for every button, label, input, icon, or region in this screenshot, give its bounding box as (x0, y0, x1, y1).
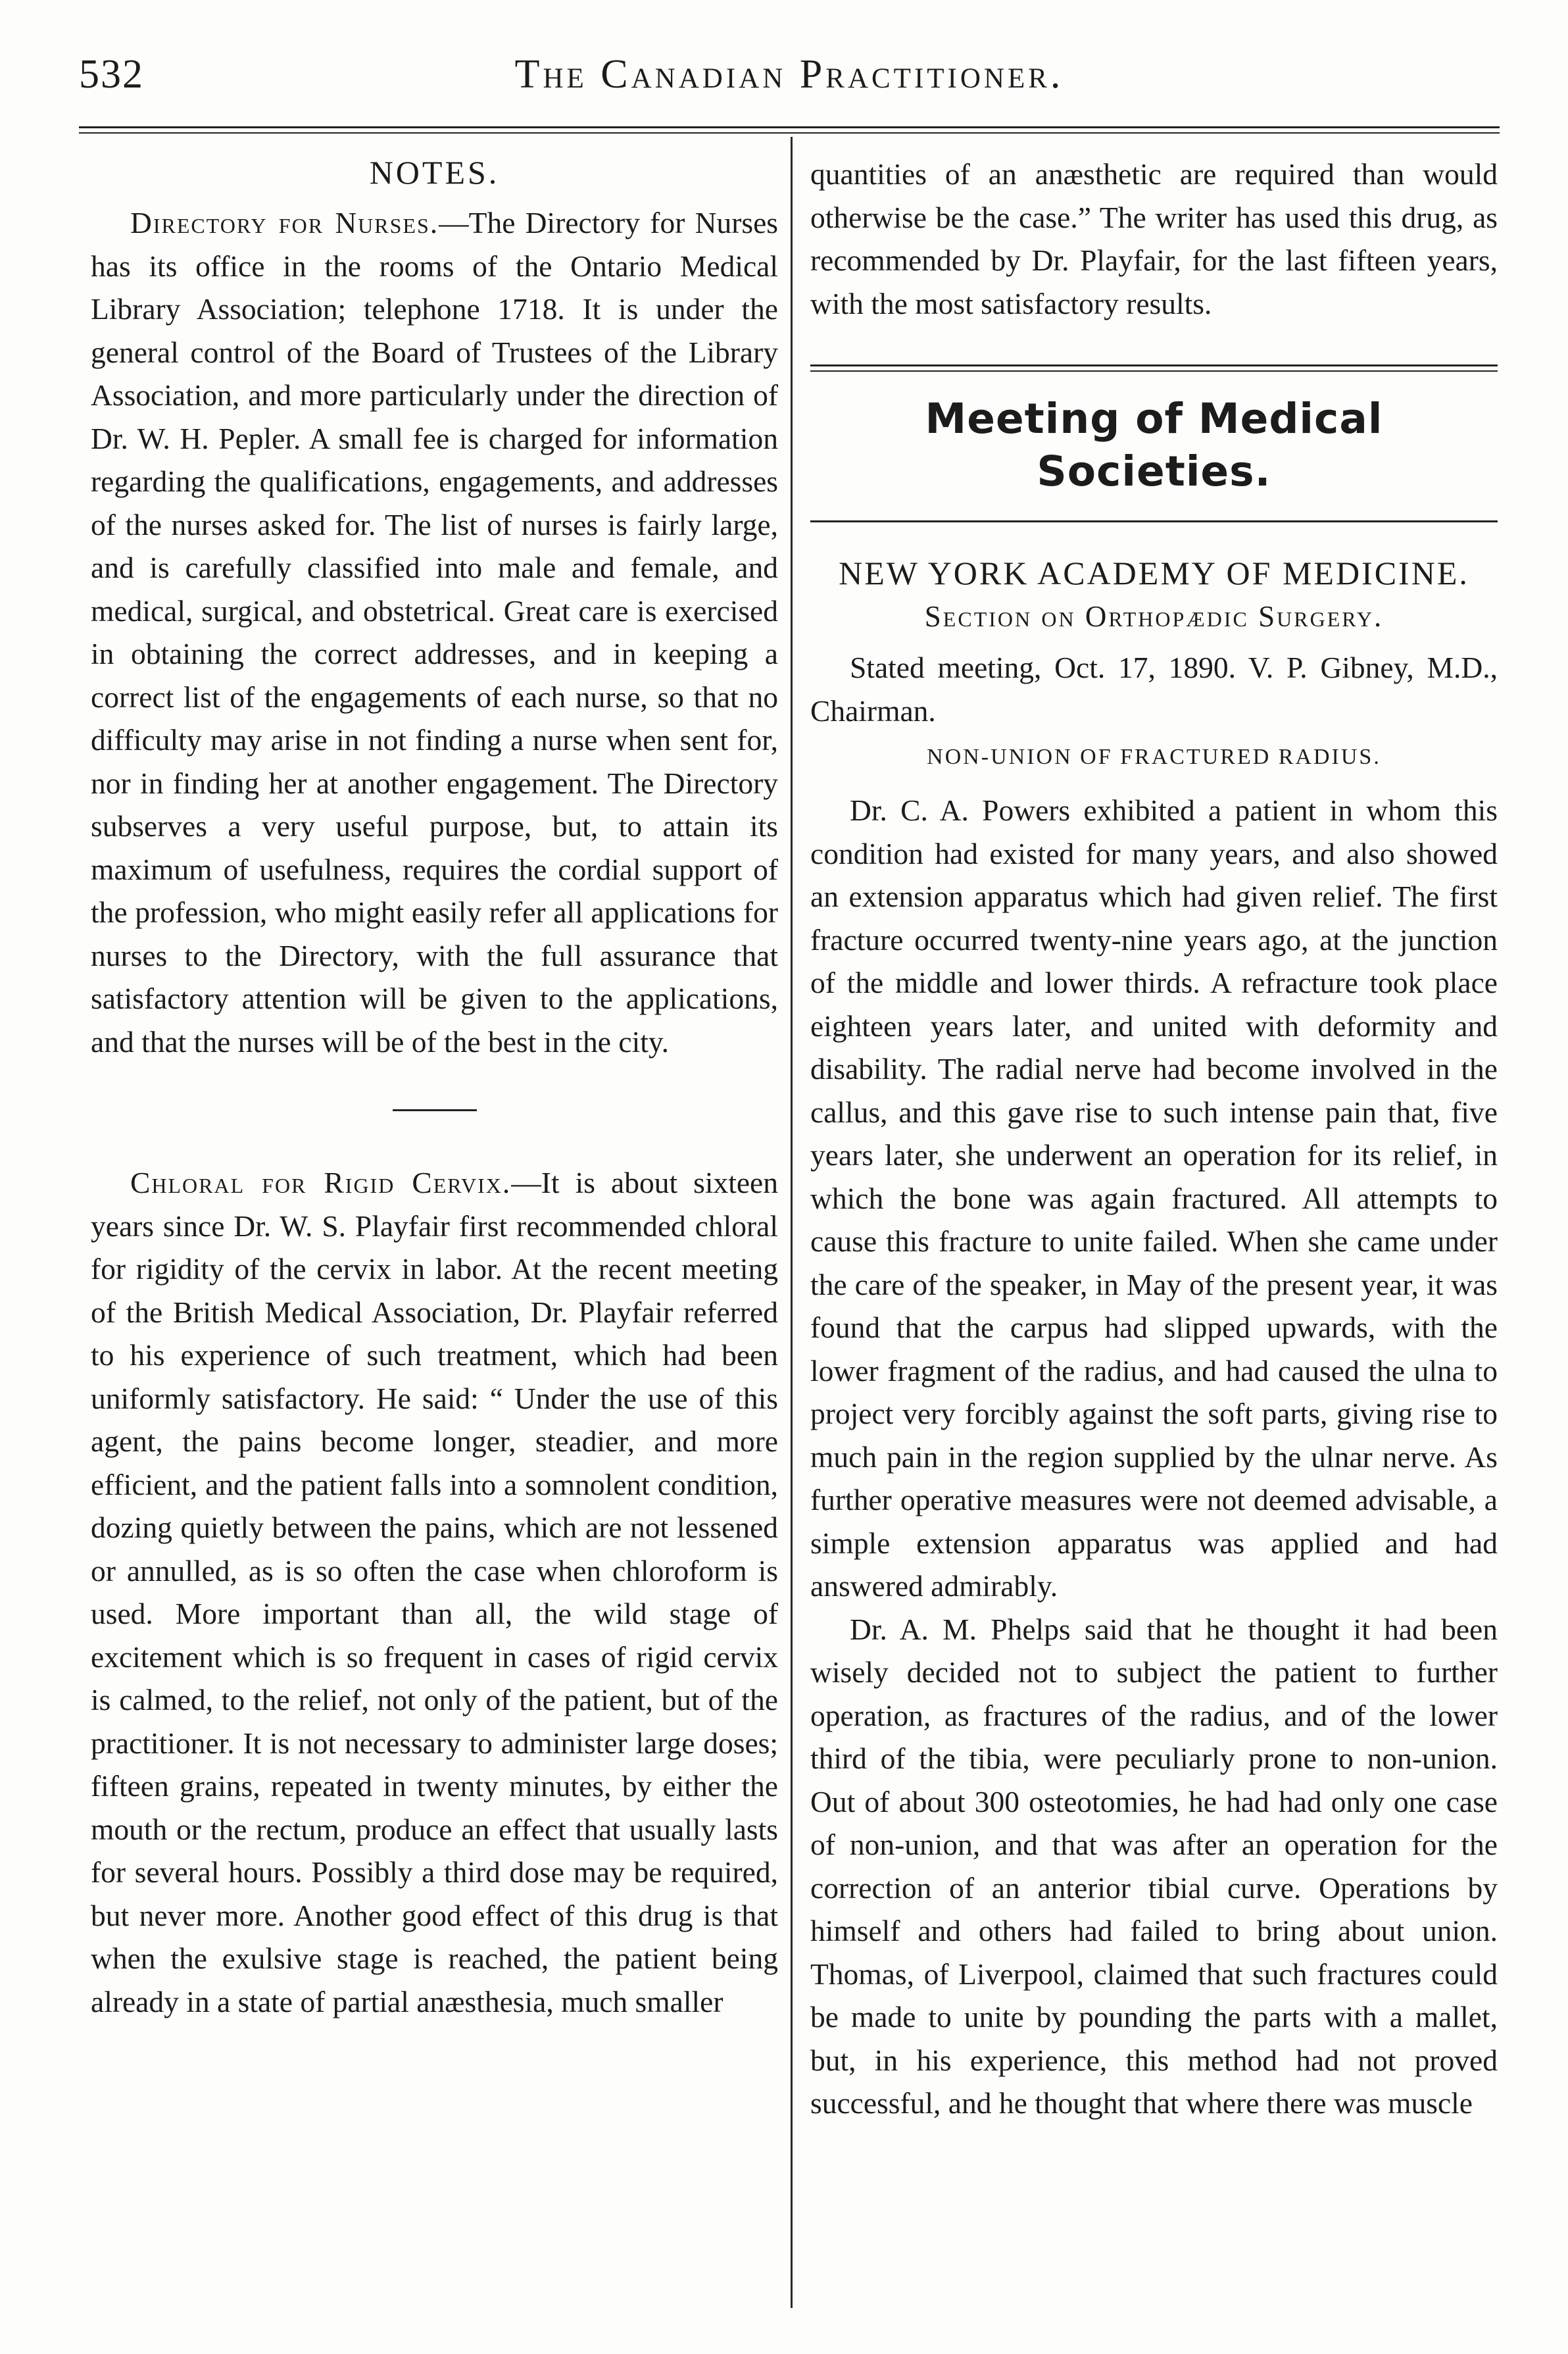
article-body: —The Directory for Nurses has its office in the rooms of the Ontario Medical Library Association; telephone 1718. It is under the general control of the Board of Trustees of the Library Association, and more particularly under the direction of Dr. W. H. Pepler. A small fee is charged for information regarding the qualifications, engagements, and addresses of the nurses asked for. The list of nurses is fairly large, and is carefully classified into male and female, and medical, surgical, and obstetrical. Great care is exercised in obtaining the correct addresses, and in keeping a correct list of the engagements of each nurse, so that no difficulty may arise in not finding a nurse when sent for, nor in finding her at another engagement. The Directory subserves a very useful purpose, but, to attain its maximum of usefulness, requires the cordial support of the profession, who might easily refer all applications for nurses to the Directory, with the full assurance that satisfactory attention will be given to the applications, and that the nurses will be of the best in the city. (91, 206, 778, 1059)
article-lead: Directory for Nurses. (130, 206, 439, 239)
paragraph-phelps: Dr. A. M. Phelps said that he thought it had been wisely decided not to subject the patient to further operation, as fractures of the radius, and of the lower third of the tibia, were peculiarly prone to non-union. Out of about 300 osteotomies, he had had only one case of non-union, and that was after an operation for the correction of an anterior tibial curve. Operations by himself and others had failed to bring about union. Thomas, of Liverpool, claimed that such fractures could be made to unite by pounding the parts with a mallet, but, in his experience, this method had not proved successful, and he thought that where there was muscle (810, 1612, 1498, 2120)
article-directory-for-nurses (91, 201, 778, 1063)
section-title: Meeting of Medical Societies. (925, 395, 1383, 495)
article-chloral-for-rigid-cervix (91, 1161, 778, 2023)
meeting-line: Stated meeting, Oct. 17, 1890. V. P. Gibney, M.D., Chairman. (810, 651, 1498, 728)
article-separator (393, 1109, 477, 1111)
notes-heading: NOTES. (369, 154, 500, 191)
right-column (810, 153, 1498, 2125)
case-subheading: NON-UNION OF FRACTURED RADIUS. (927, 745, 1381, 769)
left-column (91, 153, 778, 2023)
running-title: The Canadian Practitioner. (514, 52, 1064, 97)
page-number: 532 (79, 52, 144, 97)
society-section: Section on Orthopædic Surgery. (924, 600, 1384, 633)
continued-text: quantities of an anæsthetic are required than would otherwise be the case.” The writer has used this drug, as recommended by Dr. Playfair, for the last fifteen years, with the most satisfactory results. (810, 157, 1498, 320)
paragraph-powers: Dr. C. A. Powers exhibited a patient in whom this condition had existed for many years, and also showed an extension apparatus which had given relief. The first fracture occurred twenty-nine years ago, at the junction of the middle and lower thirds. A refracture took place eighteen years later, and united with deformity and disability. The radial nerve had become involved in the callus, and this gave rise to such intense pain that, five years later, she underwent an operation for its relief, in which the bone was again fractured. All attempts to cause this fracture to unite failed. When she came under the care of the speaker, in May of the present year, it was found that the carpus had slipped upwards, with the lower fragment of the radius, and had caused the ulna to project very forcibly against the soft parts, giving rise to much pain in the region supplied by the ulnar nerve. As further operative measures were not deemed advisable, a simple extension apparatus was applied and had answered admirably. (810, 793, 1498, 1603)
column-divider (791, 137, 793, 2308)
article-body: —It is about sixteen years since Dr. W. S. Playfair first recommended chloral for rigidity of the cervix in labor. At the recent meeting of the British Medical Association, Dr. Playfair referred to his experience of such treatment, which had been uniformly satisfactory. He said: “ Under the use of this agent, the pains become longer, steadier, and more efficient, and the patient falls into a somnolent condition, dozing quietly between the pains, which are not lessened or annulled, as is so often the case when chloroform is used. More important than all, the wild stage of excitement which is so frequent in cases of rigid cervix is calmed, to the relief, not only of the patient, but of the practitioner. It is not necessary to administer large doses; fifteen grains, repeated in twenty minutes, by either the mouth or the rectum, produce an effect that usually lasts for several hours. Possibly a third dose may be required, but never more. Another good effect of this drug is that when the exulsive stage is reached, the patient being already in a state of partial anæsthesia, much smaller (91, 1166, 778, 2018)
page-header (79, 38, 1500, 111)
header-rule (79, 126, 1500, 134)
society-name: NEW YORK ACADEMY OF MEDICINE. (839, 555, 1469, 591)
article-lead: Chloral for Rigid Cervix. (130, 1166, 512, 1199)
section-rule-bottom (810, 520, 1498, 522)
section-rule-top (810, 364, 1498, 372)
